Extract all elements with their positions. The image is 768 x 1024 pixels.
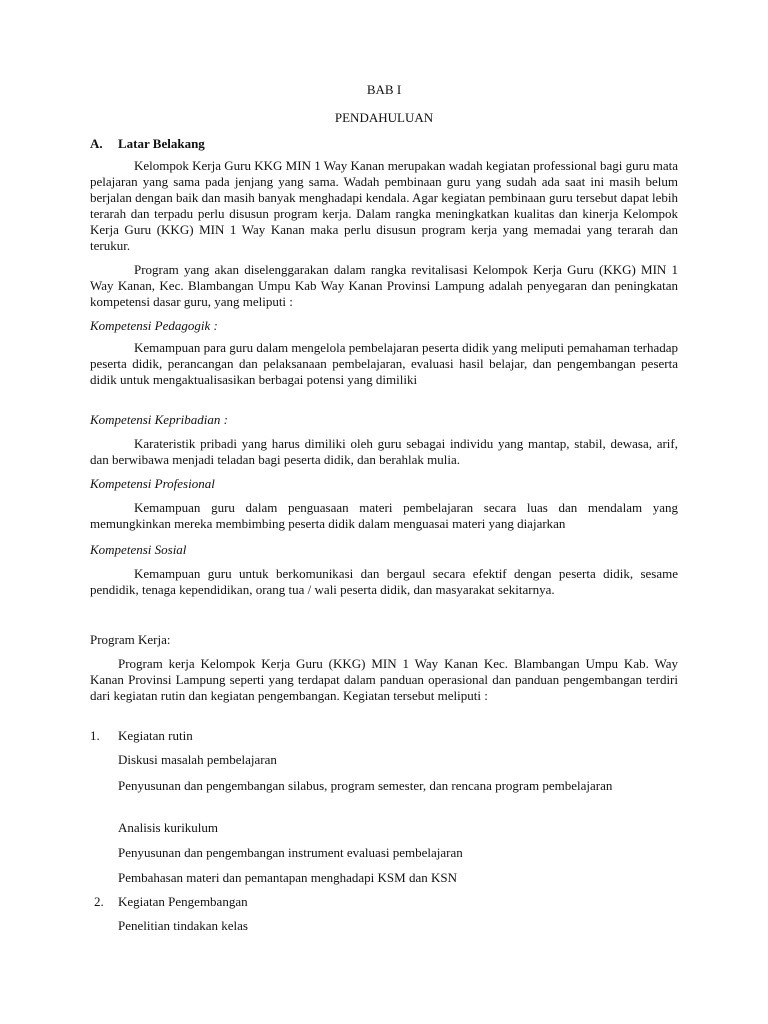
list2-marker: 2.	[94, 894, 104, 909]
list-item: Penyusunan dan pengembangan instrument evaluasi pembelajaran	[118, 845, 463, 860]
list2-title: Kegiatan Pengembangan	[118, 894, 248, 909]
section-a-marker: A.	[90, 136, 103, 151]
competency-personality-text: Karateristik pribadi yang harus dimiliki oleh guru sebagai individu yang mantap, stabil, dewasa, arif, dan berwibawa menjadi teladan bagi peserta didik, dan berahlak mulia.	[90, 436, 678, 467]
program-kerja-text: Program kerja Kelompok Kerja Guru (KKG) MIN 1 Way Kanan Kec. Blambangan Umpu Kab. Way Kanan Provinsi Lampung seperti yang terdapat dalam panduan operasional dan panduan pengembangan terdiri dari kegiatan rutin dan kegiatan pengembangan. Kegiatan tersebut meliputi :	[90, 656, 678, 703]
competency-professional-text: Kemampuan guru dalam penguasaan materi pembelajaran secara luas dan mendalam yang memungkinkan mereka membimbing peserta didik dalam menguasai materi yang diajarkan	[90, 500, 678, 531]
competency-personality-title: Kompetensi Kepribadian :	[90, 412, 228, 427]
list-item: Pembahasan materi dan pemantapan menghadapi KSM dan KSN	[118, 870, 457, 885]
chapter-title: PENDAHULUAN	[334, 110, 434, 125]
list-item: Analisis kurikulum	[118, 820, 219, 835]
list-item: Penyusunan dan pengembangan silabus, program semester, dan rencana program pembelajaran	[118, 778, 613, 793]
chapter-number: BAB I	[366, 82, 402, 97]
competency-social-title: Kompetensi Sosial	[90, 542, 187, 557]
competency-pedagogic-title: Kompetensi Pedagogik :	[90, 318, 218, 333]
competency-professional-title: Kompetensi Profesional	[90, 476, 215, 491]
paragraph-program-intro: Program yang akan diselenggarakan dalam rangka revitalisasi Kelompok Kerja Guru (KKG) MIN 1 Way Kanan, Kec. Blambangan Umpu Kab Way Kanan Provinsi Lampung adalah penyegaran dan peningkatan kompetensi dasar guru, yang meliputi :	[90, 262, 678, 309]
paragraph-background: Kelompok Kerja Guru KKG MIN 1 Way Kanan merupakan wadah kegiatan professional bagi guru mata pelajaran yang sama pada jenjang yang sama. Wadah pembinaan guru yang sudah ada saat ini masih belum berjalan dengan baik dan masih banyak menghadapi kendala. Agar kegiatan pembinaan guru tersebut dapat lebih terarah dan terpadu perlu disusun program kerja. Dalam rangka meningkatkan kualitas dan kinerja Kelompok Kerja Guru (KKG) MIN 1 Way Kanan maka perlu disusun program kerja yang memadai yang terarah dan terukur.	[90, 158, 678, 253]
section-a-title: Latar Belakang	[118, 136, 205, 151]
list-item: Penelitian tindakan kelas	[118, 918, 248, 933]
list1-marker: 1.	[90, 728, 100, 743]
competency-social-text: Kemampuan guru untuk berkomunikasi dan bergaul secara efektif dengan peserta didik, sesame pendidik, tenaga kependidikan, orang tua / wali peserta didik, dan masyarakat sekitarnya.	[90, 566, 678, 597]
program-kerja-heading: Program Kerja:	[90, 632, 171, 647]
competency-pedagogic-text: Kemampuan para guru dalam mengelola pembelajaran peserta didik yang meliputi pemahaman terhadap peserta didik, perancangan dan pelaksanaan pembelajaran, evaluasi hasil belajar, dan pengembangan peserta didik untuk mengaktualisasikan berbagai potensi yang dimiliki	[90, 340, 678, 387]
list1-title: Kegiatan rutin	[118, 728, 193, 743]
list-item: Diskusi masalah pembelajaran	[118, 752, 277, 767]
section-a-heading	[90, 136, 678, 152]
